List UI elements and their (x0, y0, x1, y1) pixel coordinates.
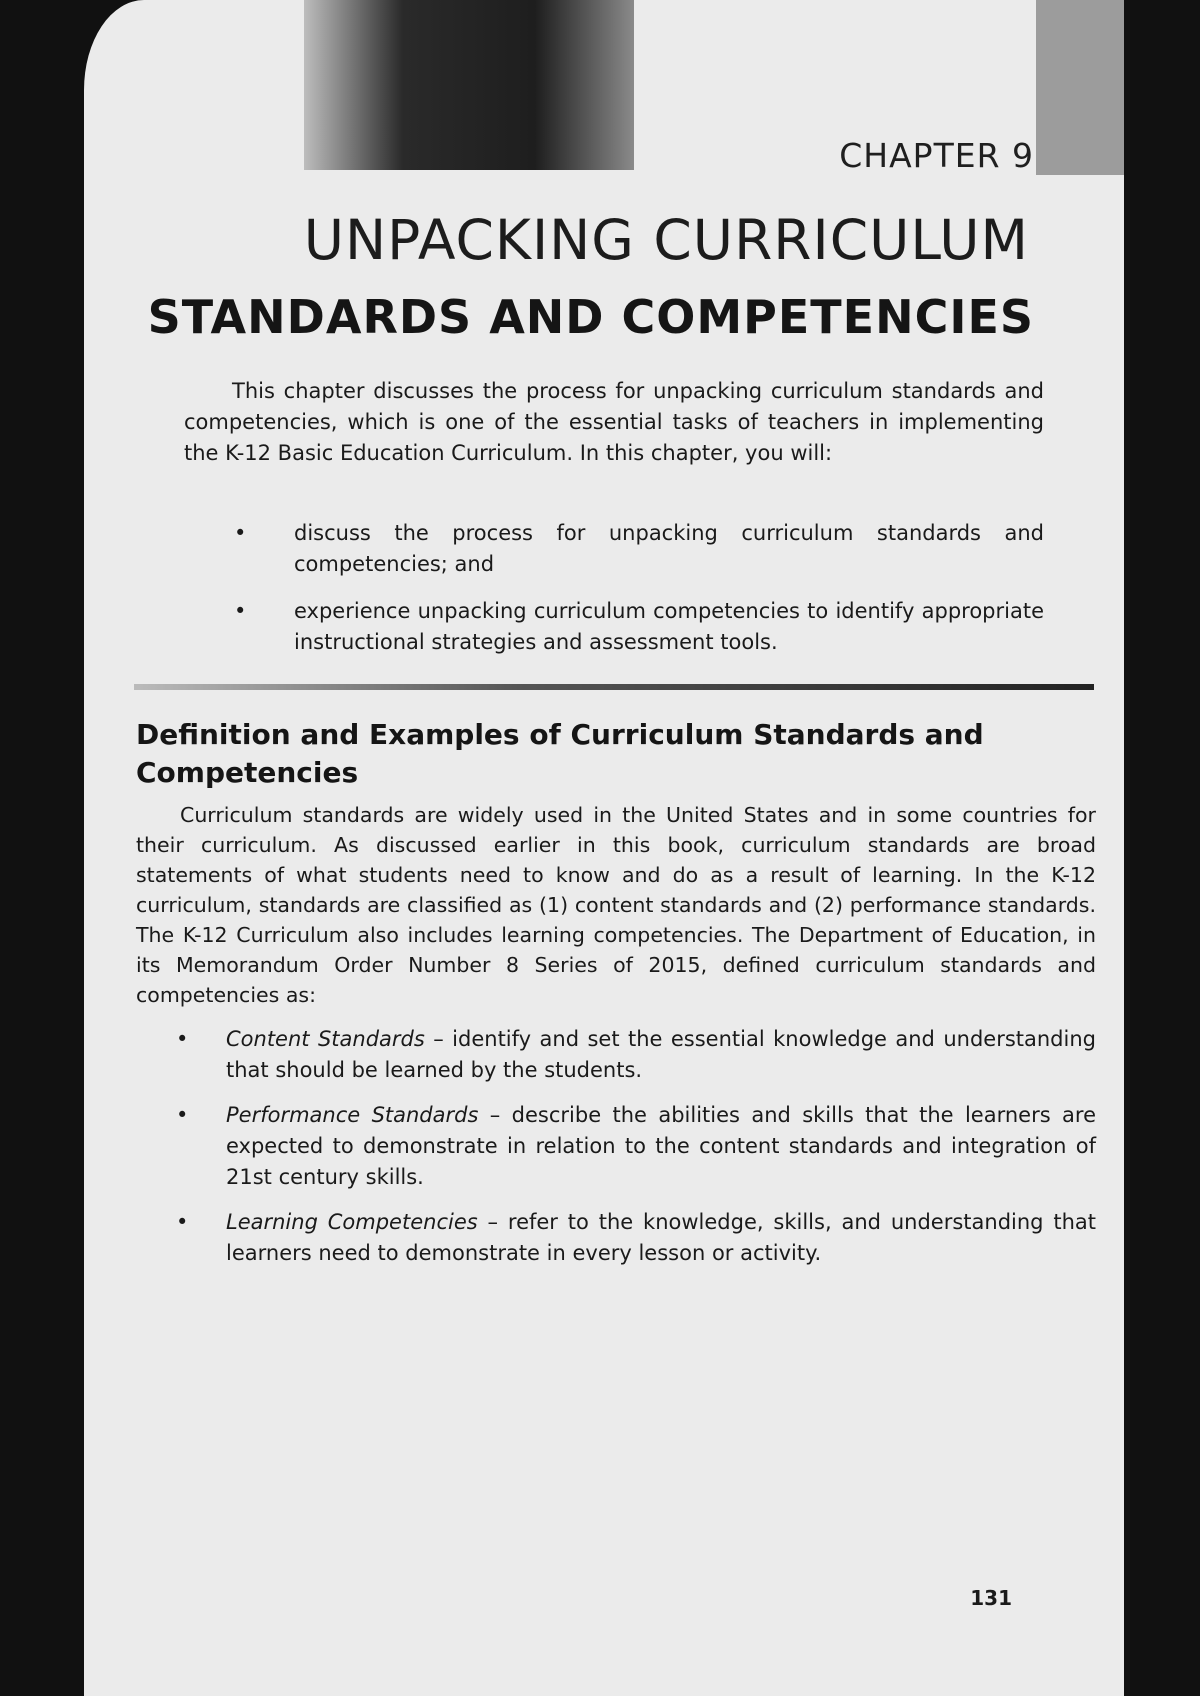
definition-text: identify and set the essential knowledge and understanding that should be learned by the students. (226, 1027, 1096, 1082)
bullet-icon: • (234, 599, 247, 623)
list-item (176, 1207, 1096, 1269)
definition-term: Performance Standards (226, 1103, 479, 1127)
chapter-title-line-2: STANDARDS AND COMPETENCIES (147, 290, 1034, 344)
objectives-list (234, 518, 1044, 674)
bullet-icon: • (176, 1103, 189, 1127)
definition-text: refer to the knowledge, skills, and understanding that learners need to demonstrate in every lesson or activity. (226, 1210, 1096, 1265)
list-item (234, 518, 1044, 580)
page-number: 131 (970, 1586, 1012, 1610)
bullet-icon: • (234, 521, 247, 545)
corner-tab (1036, 0, 1124, 175)
section-heading: Definition and Examples of Curriculum Standards and Competencies (136, 718, 984, 789)
definitions-list (176, 1024, 1096, 1283)
chapter-label: CHAPTER 9 (839, 136, 1034, 175)
definition-term: Learning Competencies (226, 1210, 478, 1234)
list-item (234, 596, 1044, 658)
bullet-icon: • (176, 1027, 189, 1051)
objective-text: experience unpacking curriculum competencies to identify appropriate instructional strategies and assessment tools. (294, 599, 1044, 654)
definition-term: Content Standards (226, 1027, 425, 1051)
bullet-icon: • (176, 1210, 189, 1234)
intro-paragraph: This chapter discusses the process for unpacking curriculum standards and competencies, which is one of the essential tasks of teachers in implementing the K-12 Basic Education Curriculum. In this chapter, you will: (184, 379, 1044, 465)
scan-shadow-block (304, 0, 634, 170)
definition-separator: – (478, 1103, 512, 1127)
section-divider (134, 684, 1094, 690)
definition-separator: – (424, 1027, 453, 1051)
list-item (176, 1100, 1096, 1193)
chapter-title-line-1: UNPACKING CURRICULUM (303, 208, 1029, 272)
list-item (176, 1024, 1096, 1086)
book-page (84, 0, 1124, 1696)
objective-text: discuss the process for unpacking curriculum standards and competencies; and (294, 521, 1044, 576)
section-paragraph: Curriculum standards are widely used in the United States and in some countries for their curriculum. As discussed earlier in this book, curriculum standards are broad statements of what students need to know and do as a result of learning. In the K-12 curriculum, standards are classified as (1) content standards and (2) performance standards. The K-12 Curriculum also includes learning competencies. The Department of Education, in its Memorandum Order Number 8 Series of 2015, defined curriculum standards and competencies as: (136, 803, 1096, 1007)
definition-separator: – (477, 1210, 508, 1234)
definition-text: describe the abilities and skills that the learners are expected to demonstrate in relation to the content standards and integration of 21st century skills. (226, 1103, 1096, 1189)
